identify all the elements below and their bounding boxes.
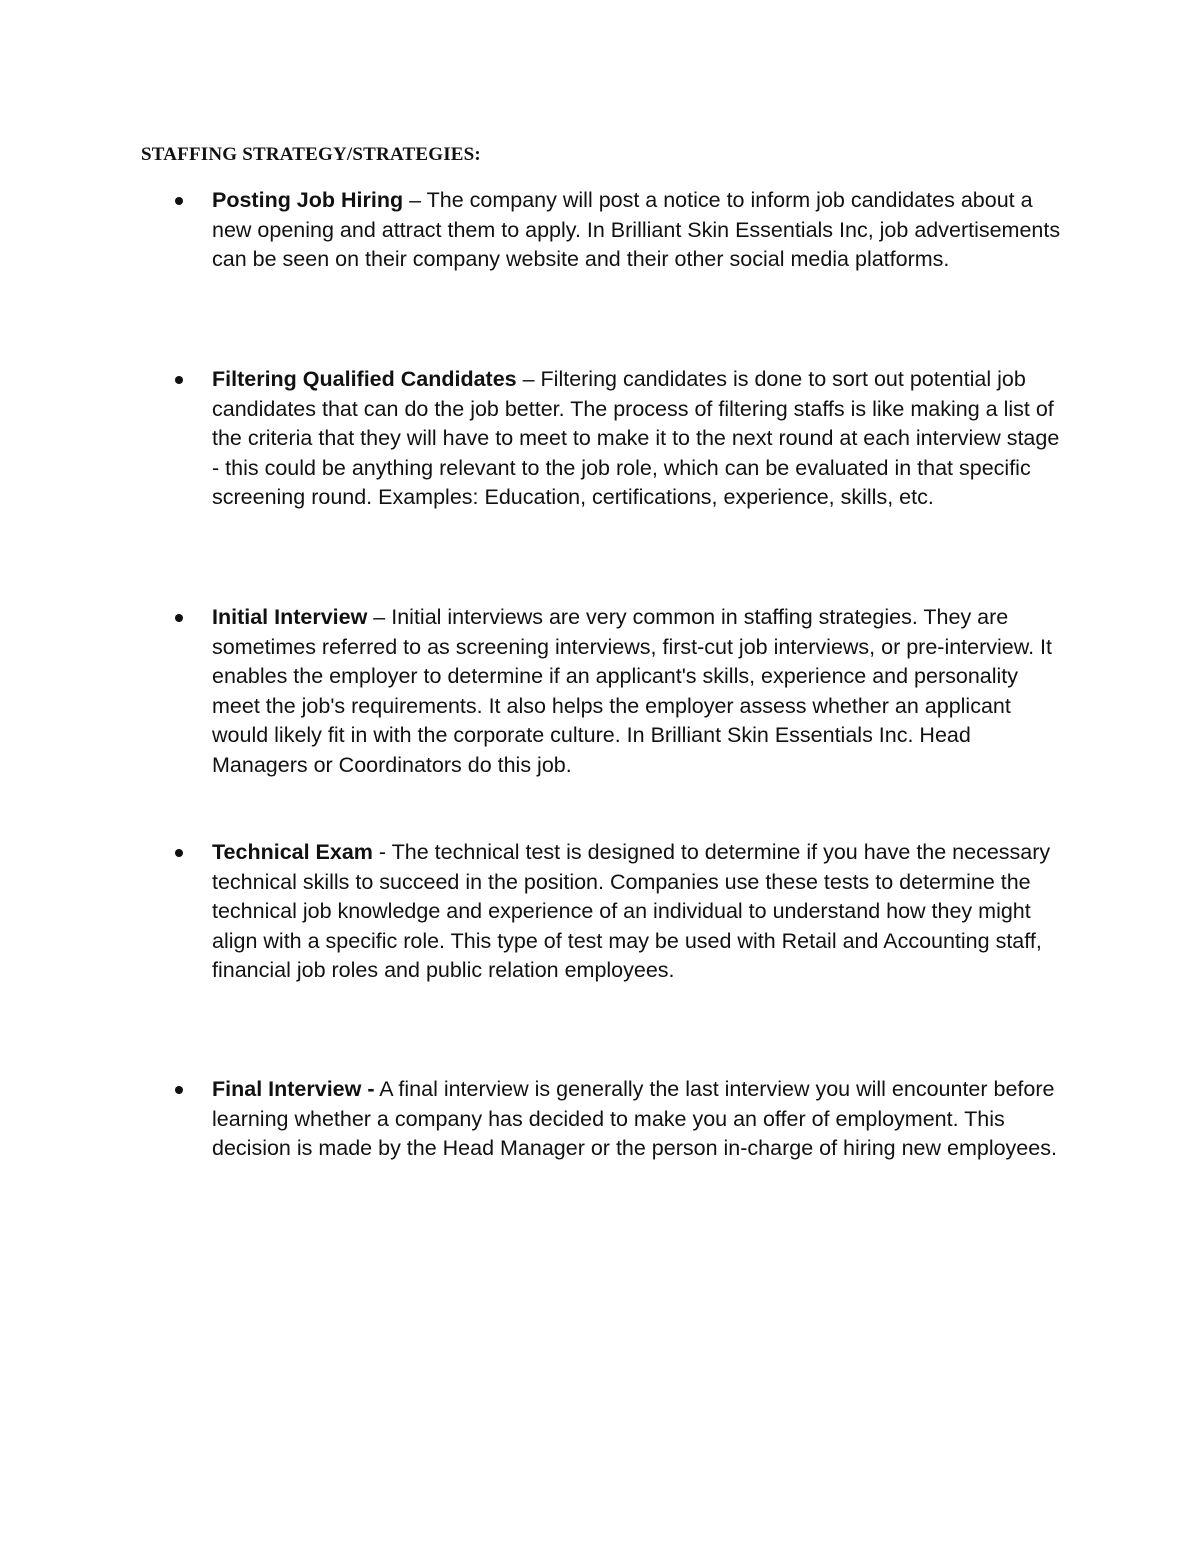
strategy-paragraph	[212, 838, 1062, 986]
bullet-icon	[175, 849, 183, 857]
strategy-paragraph	[212, 365, 1062, 513]
strategy-term: Technical Exam	[212, 840, 373, 864]
strategy-paragraph	[212, 603, 1062, 780]
strategy-separator: –	[367, 605, 392, 629]
bullet-icon	[175, 1086, 183, 1094]
strategy-item-filtering-qualified-candidates	[212, 365, 1062, 513]
strategy-description: The company will post a notice to inform job candidates about a new opening and attract them to apply. In Brilliant Skin Essentials Inc, job advertisements can be seen on their company website and their other social media platforms.	[212, 188, 1061, 271]
strategy-paragraph	[212, 1075, 1062, 1164]
strategy-description: Initial interviews are very common in staffing strategies. They are sometimes referred to as screening interviews, first-cut job interviews, or pre-interview. It enables the employer to determine if an applicant's skills, experience and personality meet the job's requirements. It also helps the employer assess whether an applicant would likely fit in with the corporate culture. In Brilliant Skin Essentials Inc. Head Managers or Coordinators do this job.	[212, 605, 1052, 777]
bullet-icon	[175, 376, 183, 384]
strategy-item-final-interview	[212, 1075, 1062, 1164]
document-title: STAFFING STRATEGY/STRATEGIES:	[141, 144, 481, 165]
strategy-item-posting-job-hiring	[212, 186, 1062, 275]
strategy-separator: -	[372, 840, 392, 864]
strategy-term: Initial Interview	[212, 605, 368, 629]
strategy-description: Filtering candidates is done to sort out potential job candidates that can do the job better. The process of filtering staffs is like making a list of the criteria that they will have to meet to make it to the next round at each interview stage - this could be anything relevant to the job role, which can be evaluated in that specific screening round. Examples: Education, certifications, experience, skills, etc.	[212, 367, 1060, 509]
strategy-term: Filtering Qualified Candidates	[212, 367, 517, 391]
strategy-term: Final Interview -	[212, 1077, 375, 1101]
strategy-paragraph	[212, 186, 1062, 275]
strategy-separator: –	[403, 188, 427, 212]
strategy-description: A final interview is generally the last interview you will encounter before learning whether a company has decided to make you an offer of employment. This decision is made by the Head Manager or the person in-charge of hiring new employees.	[212, 1077, 1057, 1160]
strategy-description: The technical test is designed to determine if you have the necessary technical skills to succeed in the position. Companies use these tests to determine the technical job knowledge and experience of an individual to understand how they might align with a specific role. This type of test may be used with Retail and Accounting staff, financial job roles and public relation employees.	[212, 840, 1051, 982]
strategy-item-technical-exam	[212, 838, 1062, 986]
strategy-separator: –	[516, 367, 541, 391]
strategy-term: Posting Job Hiring	[212, 188, 404, 212]
bullet-icon	[175, 614, 183, 622]
strategy-item-initial-interview	[212, 603, 1062, 780]
bullet-icon	[175, 197, 183, 205]
